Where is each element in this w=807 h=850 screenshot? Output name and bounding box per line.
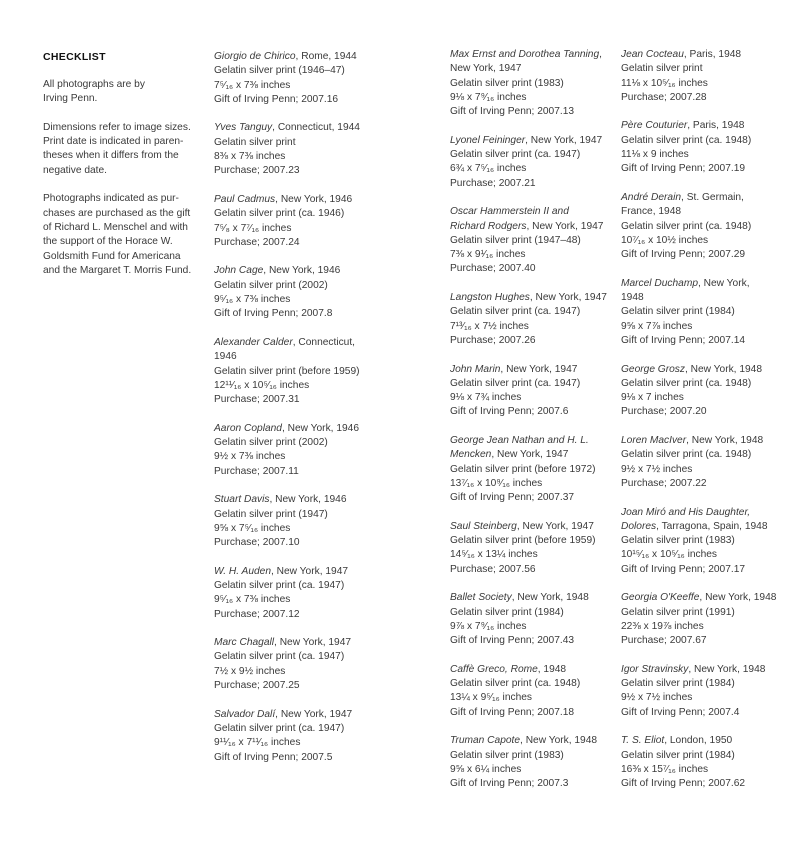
entry-heading <box>621 277 801 306</box>
entry-heading <box>450 734 615 748</box>
medium-line: Gelatin silver print (ca. 1948) <box>621 134 752 146</box>
credit-line: Gift of Irving Penn; 2007.3 <box>450 778 569 790</box>
credit-line: Gift of Irving Penn; 2007.17 <box>621 563 746 575</box>
credit-line: Purchase; 2007.23 <box>214 165 300 177</box>
credit-line: Purchase; 2007.10 <box>214 537 300 549</box>
medium-line: Gelatin silver print (2002) <box>214 437 328 449</box>
medium-line: Gelatin silver print (1984) <box>621 749 735 761</box>
place-date: , New York, 1946 <box>269 494 347 506</box>
medium-line: Gelatin silver print (ca. 1947) <box>214 651 345 663</box>
entry-heading <box>621 191 801 220</box>
credit-line: Gift of Irving Penn; 2007.29 <box>621 249 746 261</box>
checklist-column-3 <box>621 48 801 806</box>
dimensions-line: 9½ x 7½ inches <box>621 463 693 475</box>
dimensions-line: 9⅛ x 7⁹⁄₁₆ inches <box>450 91 527 103</box>
credit-line: Purchase; 2007.31 <box>214 394 300 406</box>
credit-line: Gift of Irving Penn; 2007.4 <box>621 706 740 718</box>
checklist-entry <box>621 48 801 105</box>
credit-line: Purchase; 2007.22 <box>621 477 707 489</box>
dimensions-line: 7¹³⁄₁₆ x 7½ inches <box>450 320 529 332</box>
dimensions-line: 10¹⁵⁄₁₆ x 10⁵⁄₁₆ inches <box>621 549 718 561</box>
sitter-name: T. S. Eliot <box>621 735 665 747</box>
credit-line: Purchase; 2007.56 <box>450 563 536 575</box>
checklist-entry <box>450 291 615 348</box>
dimensions-line: 12¹¹⁄₁₆ x 10⁵⁄₁₆ inches <box>214 379 310 391</box>
place-date: , New York, 1947 <box>529 292 607 304</box>
intro-paragraph: Photographs indicated as pur- chases are purchased as the gift of Richard L. Menschel and with the support of the Horace W. Goldsmith Fund for Americana and the Margaret T. Morris Fund. <box>43 193 192 276</box>
entry-heading <box>621 734 801 748</box>
intro-paragraph: All photographs are by Irving Penn. <box>43 79 145 105</box>
credit-line: Gift of Irving Penn; 2007.13 <box>450 106 575 118</box>
entry-heading <box>214 193 414 207</box>
medium-line: Gelatin silver print (ca. 1948) <box>621 220 752 232</box>
medium-line: Gelatin silver print (ca. 1948) <box>621 377 752 389</box>
sitter-name: Yves Tanguy <box>214 122 273 134</box>
place-date: , Rome, 1944 <box>295 51 357 62</box>
medium-line: Gelatin silver print (before 1959) <box>214 365 360 377</box>
sitter-name: Max Ernst and Dorothea Tanning <box>450 49 600 60</box>
dimensions-line: 16⅜ x 15⁷⁄₁₆ inches <box>621 763 709 775</box>
place-date: , 1948 <box>537 663 567 675</box>
credit-line: Purchase; 2007.20 <box>621 406 707 418</box>
checklist-entry <box>214 121 414 178</box>
medium-line: Gelatin silver print <box>621 63 703 75</box>
entry-heading <box>214 636 414 650</box>
entry-heading <box>450 591 615 605</box>
credit-line: Purchase; 2007.40 <box>450 263 536 275</box>
sitter-name: Marcel Duchamp <box>621 277 698 289</box>
checklist-entry <box>450 520 615 577</box>
dimensions-line: 14⁵⁄₁₆ x 13¼ inches <box>450 549 538 561</box>
checklist-entry <box>621 663 801 720</box>
checklist-entry <box>621 191 801 262</box>
place-date: , New York, 1946 <box>281 422 359 434</box>
place-date: , New York, 1947 <box>500 363 578 375</box>
sitter-name: John Marin <box>450 363 501 375</box>
medium-line: Gelatin silver print (1984) <box>450 606 564 618</box>
place-date: , St. Germain, France, 1948 <box>621 191 744 218</box>
sitter-name: Marc Chagall <box>214 637 275 649</box>
checklist-entry <box>621 734 801 791</box>
sitter-name: Oscar Hammerstein II and Richard Rodgers <box>450 206 569 232</box>
place-date: , New York, 1948 <box>686 435 764 447</box>
checklist-entry <box>621 506 801 577</box>
credit-line: Purchase; 2007.25 <box>214 680 300 692</box>
entry-heading <box>450 205 615 234</box>
credit-line: Gift of Irving Penn; 2007.18 <box>450 706 575 718</box>
checklist-entry <box>450 363 615 420</box>
credit-line: Gift of Irving Penn; 2007.8 <box>214 308 333 320</box>
entry-heading <box>450 134 615 148</box>
dimensions-line: 9⁵⁄₁₆ x 7⅜ inches <box>214 294 291 306</box>
sitter-name: George Grosz <box>621 363 685 375</box>
entry-heading <box>214 493 414 507</box>
place-date: , Connecticut, 1944 <box>272 122 360 134</box>
dimensions-line: 13⁷⁄₁₆ x 10⁹⁄₁₆ inches <box>450 477 543 489</box>
place-date: , New York, 1947 <box>491 449 569 461</box>
entry-heading <box>621 663 801 677</box>
sitter-name: Igor Stravinsky <box>621 663 689 675</box>
place-date: , New York, 1948 <box>621 277 750 304</box>
dimensions-line: 9⅝ x 6¼ inches <box>450 763 522 775</box>
sitter-name: Aaron Copland <box>214 422 282 434</box>
credit-line: Gift of Irving Penn; 2007.14 <box>621 334 746 346</box>
dimensions-line: 11⅛ x 10⁵⁄₁₆ inches <box>621 77 708 89</box>
place-date: , Tarragona, Spain, 1948 <box>656 520 768 532</box>
entry-heading <box>621 119 801 133</box>
sitter-name: Loren MacIver <box>621 435 687 447</box>
place-date: , New York, 1947 <box>271 565 349 577</box>
medium-line: Gelatin silver print (ca. 1948) <box>450 678 581 690</box>
entry-heading <box>450 363 615 377</box>
credit-line: Gift of Irving Penn; 2007.37 <box>450 492 575 504</box>
entry-heading <box>621 434 801 448</box>
checklist-entry <box>450 134 615 191</box>
credit-line: Purchase; 2007.26 <box>450 334 536 346</box>
medium-line: Gelatin silver print (1947) <box>214 508 328 520</box>
checklist-entry <box>450 205 615 276</box>
credit-line: Gift of Irving Penn; 2007.62 <box>621 778 746 790</box>
dimensions-line: 9⅝ x 7⅞ inches <box>621 320 693 332</box>
credit-line: Gift of Irving Penn; 2007.43 <box>450 635 575 647</box>
sitter-name: John Cage <box>214 265 264 277</box>
sitter-name: Langston Hughes <box>450 292 530 304</box>
place-date: , New York, 1948 <box>520 735 598 747</box>
sitter-name: Joan Miró and His Daughter, Dolores <box>621 506 751 532</box>
checklist-entry <box>621 277 801 348</box>
dimensions-line: 22⅜ x 19⅞ inches <box>621 620 704 632</box>
entry-heading <box>214 565 414 579</box>
checklist-entry <box>214 565 414 622</box>
checklist-entry <box>621 591 801 648</box>
dimensions-line: 7½ x 9½ inches <box>214 665 286 677</box>
medium-line: Gelatin silver print (1946–47) <box>214 65 345 77</box>
medium-line: Gelatin silver print (ca. 1947) <box>450 377 581 389</box>
sitter-name: Jean Cocteau <box>621 49 684 60</box>
checklist-entry <box>214 50 414 107</box>
dimensions-line: 11⅛ x 9 inches <box>621 149 689 161</box>
place-date: , New York, 1948 <box>511 592 589 604</box>
checklist-entry <box>450 591 615 648</box>
medium-line: Gelatin silver print (1991) <box>621 606 735 618</box>
place-date: , New York, 1948 <box>684 363 763 375</box>
entry-heading <box>214 336 414 365</box>
entry-heading <box>450 663 615 677</box>
entry-heading <box>214 264 414 278</box>
medium-line: Gelatin silver print (1983) <box>450 749 564 761</box>
sitter-name: W. H. Auden <box>214 565 271 577</box>
entry-heading <box>214 708 414 722</box>
place-date: , New York, 1948 <box>688 663 766 675</box>
sitter-name: Stuart Davis <box>214 494 270 506</box>
dimensions-line: 9⅛ x 7¾ inches <box>450 392 522 404</box>
entry-heading <box>621 506 801 535</box>
credit-line: Gift of Irving Penn; 2007.16 <box>214 93 339 105</box>
dimensions-line: 13¼ x 9⁵⁄₁₆ inches <box>450 692 532 704</box>
medium-line: Gelatin silver print (ca. 1947) <box>214 579 345 591</box>
dimensions-line: 9½ x 7½ inches <box>621 692 693 704</box>
credit-line: Purchase; 2007.11 <box>214 465 299 477</box>
dimensions-line: 9¹¹⁄₁₆ x 7¹¹⁄₁₆ inches <box>214 737 301 749</box>
dimensions-line: 7⅜ x 9¹⁄₁₆ inches <box>450 249 526 261</box>
place-date: , New York, 1947 <box>275 708 353 720</box>
place-date: , New York, 1947 <box>516 520 594 532</box>
medium-line: Gelatin silver print (ca. 1947) <box>450 306 581 318</box>
credit-line: Purchase; 2007.21 <box>450 177 536 189</box>
sitter-name: Alexander Calder <box>214 336 293 348</box>
checklist-entry <box>214 493 414 550</box>
place-date: , New York, 1947 <box>525 134 603 146</box>
checklist-entry <box>214 708 414 765</box>
dimensions-line: 10⁷⁄₁₆ x 10½ inches <box>621 234 709 246</box>
dimensions-line: 6¾ x 7⁵⁄₁₆ inches <box>450 163 527 175</box>
credit-line: Purchase; 2007.24 <box>214 236 300 248</box>
entry-heading <box>621 591 801 605</box>
medium-line: Gelatin silver print (1983) <box>621 535 735 547</box>
dimensions-line: 9⅞ x 7⁹⁄₁₆ inches <box>450 620 527 632</box>
place-date: , Connecticut, 1946 <box>214 336 356 363</box>
sitter-name: Père Couturier <box>621 120 688 132</box>
sitter-name: Paul Cadmus <box>214 193 276 205</box>
sitter-name: Georgia O'Keeffe <box>621 592 700 604</box>
sitter-name: Saul Steinberg <box>450 520 517 532</box>
checklist-entry <box>450 48 615 119</box>
sitter-name: Lyonel Feininger <box>450 134 526 146</box>
sitter-name: Truman Capote <box>450 735 521 747</box>
credit-line: Purchase; 2007.67 <box>621 635 707 647</box>
medium-line: Gelatin silver print (ca. 1948) <box>621 449 752 461</box>
medium-line: Gelatin silver print (ca. 1946) <box>214 208 345 220</box>
sitter-name: George Jean Nathan and H. L. Mencken <box>450 435 589 461</box>
credit-line: Purchase; 2007.28 <box>621 91 707 103</box>
checklist-entry <box>621 363 801 420</box>
intro-column <box>43 50 193 292</box>
sitter-name: Ballet Society <box>450 592 512 604</box>
checklist-entry <box>621 434 801 491</box>
place-date: , New York, 1946 <box>275 193 353 205</box>
dimensions-line: 9½ x 7⅜ inches <box>214 451 286 463</box>
checklist-entry <box>450 663 615 720</box>
checklist-entry <box>214 636 414 693</box>
entry-heading <box>450 291 615 305</box>
checklist-entry <box>450 734 615 791</box>
medium-line: Gelatin silver print (1984) <box>621 678 735 690</box>
checklist-column-1 <box>214 50 414 779</box>
credit-line: Purchase; 2007.12 <box>214 608 300 620</box>
place-date: , Paris, 1948 <box>687 120 745 132</box>
place-date: , New York, 1948 <box>699 592 777 604</box>
sitter-name: Giorgio de Chirico <box>214 51 296 62</box>
entry-heading <box>214 50 414 64</box>
checklist-entry <box>621 119 801 176</box>
medium-line: Gelatin silver print (ca. 1947) <box>450 149 581 161</box>
dimensions-line: 9⅛ x 7 inches <box>621 392 684 404</box>
medium-line: Gelatin silver print (2002) <box>214 279 328 291</box>
dimensions-line: 9⁵⁄₁₆ x 7⅜ inches <box>214 594 291 606</box>
entry-heading <box>450 48 615 77</box>
dimensions-line: 7⁵⁄₈ x 7⁷⁄₁₆ inches <box>214 222 292 234</box>
checklist-entry <box>214 422 414 479</box>
place-date: , New York, 1947 <box>274 637 352 649</box>
entry-heading <box>450 520 615 534</box>
medium-line: Gelatin silver print <box>214 136 296 148</box>
medium-line: Gelatin silver print (before 1959) <box>450 535 596 547</box>
entry-heading <box>450 434 615 463</box>
place-date: , New York, 1947 <box>526 220 604 232</box>
checklist-heading: CHECKLIST <box>43 51 106 63</box>
medium-line: Gelatin silver print (1983) <box>450 77 564 89</box>
medium-line: Gelatin silver print (1947–48) <box>450 234 581 246</box>
dimensions-line: 9⅝ x 7⁵⁄₁₆ inches <box>214 522 291 534</box>
checklist-entry <box>214 264 414 321</box>
entry-heading <box>214 422 414 436</box>
place-date: , New York, 1947 <box>450 49 602 75</box>
place-date: , Paris, 1948 <box>683 49 742 60</box>
credit-line: Gift of Irving Penn; 2007.19 <box>621 163 746 175</box>
entry-heading <box>621 363 801 377</box>
checklist-entry <box>214 336 414 407</box>
place-date: , New York, 1946 <box>263 265 341 277</box>
checklist-column-2 <box>450 48 615 806</box>
sitter-name: André Derain <box>621 191 682 203</box>
entry-heading <box>621 48 801 62</box>
credit-line: Gift of Irving Penn; 2007.6 <box>450 406 569 418</box>
medium-line: Gelatin silver print (ca. 1947) <box>214 722 345 734</box>
dimensions-line: 7⁵⁄₁₆ x 7⅜ inches <box>214 79 291 91</box>
dimensions-line: 8⅜ x 7⅜ inches <box>214 151 286 163</box>
checklist-entry <box>214 193 414 250</box>
intro-paragraph: Dimensions refer to image sizes. Print date is indicated in paren- theses when it differs from the negative date. <box>43 121 191 176</box>
checklist-entry <box>450 434 615 505</box>
credit-line: Gift of Irving Penn; 2007.5 <box>214 751 333 763</box>
sitter-name: Caffè Greco, Rome <box>450 663 538 675</box>
sitter-name: Salvador Dalí <box>214 708 276 720</box>
entry-heading <box>214 121 414 135</box>
medium-line: Gelatin silver print (1984) <box>621 306 735 318</box>
medium-line: Gelatin silver print (before 1972) <box>450 463 596 475</box>
place-date: , London, 1950 <box>664 735 733 747</box>
